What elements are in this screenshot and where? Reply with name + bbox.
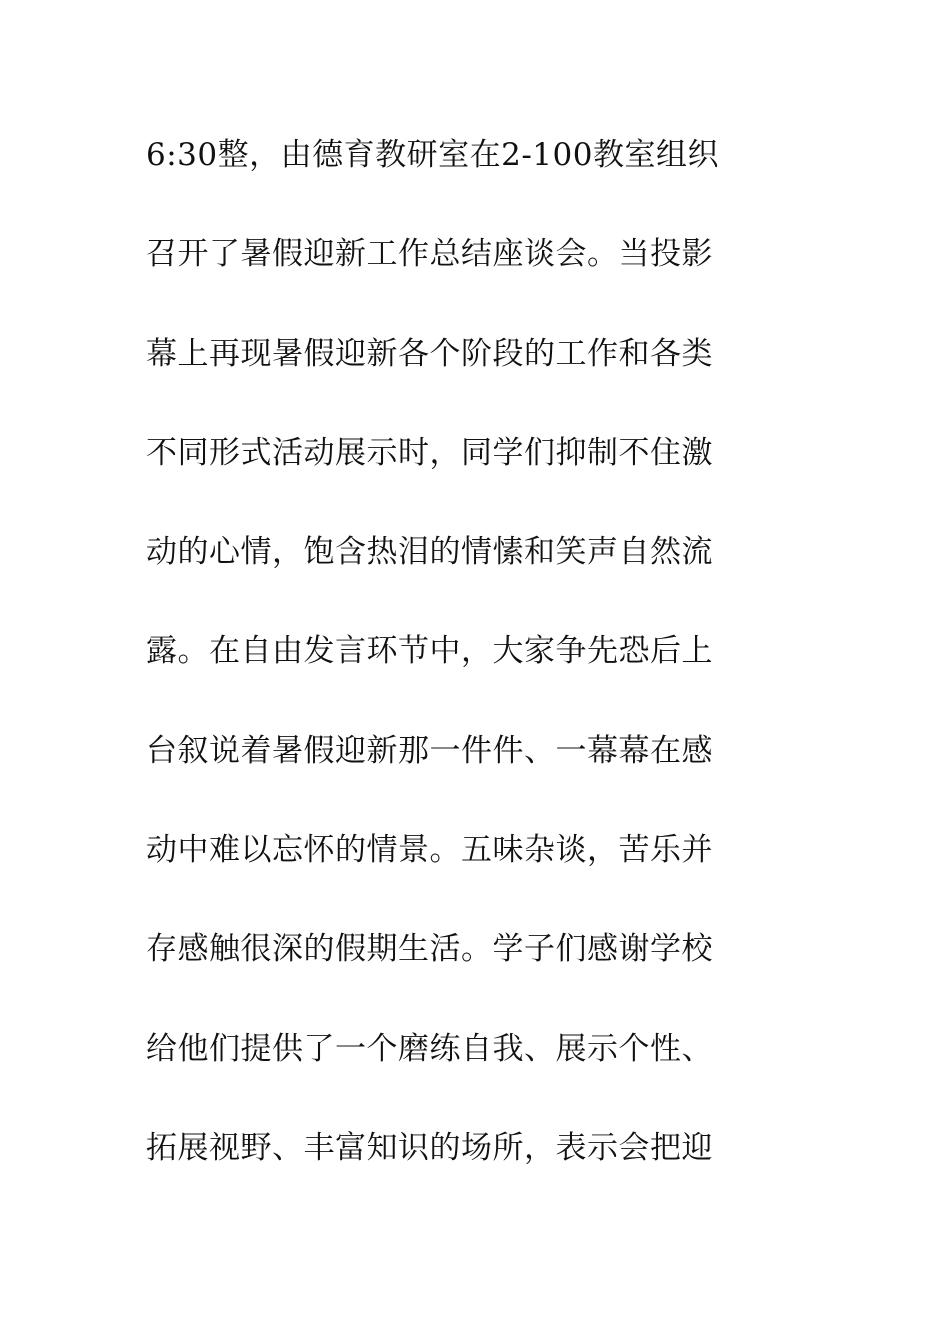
text-line-2: 召开了暑假迎新工作总结座谈会。当投影	[146, 236, 713, 273]
text-line-7: 台叙说着暑假迎新那一件件、一幕幕在感	[146, 732, 713, 769]
text-line-1: 6:30整，由德育教研室在2-100教室组织	[146, 137, 719, 173]
text-line-8: 动中难以忘怀的情景。五味杂谈，苦乐并	[146, 832, 713, 869]
text-line-9: 存感触很深的假期生活。学子们感谢学校	[146, 931, 713, 968]
text-line-11: 拓展视野、丰富知识的场所，表示会把迎	[146, 1129, 713, 1166]
text-line-5: 动的心情，饱含热泪的情愫和笑声自然流	[146, 534, 713, 571]
text-line-3: 幕上再现暑假迎新各个阶段的工作和各类	[146, 335, 713, 372]
text-line-6: 露。在自由发言环节中，大家争先恐后上	[146, 633, 713, 670]
body-paragraph	[146, 126, 806, 1218]
text-line-4: 不同形式活动展示时，同学们抑制不住激	[146, 434, 713, 471]
text-line-10: 给他们提供了一个磨练自我、展示个性、	[146, 1030, 713, 1067]
